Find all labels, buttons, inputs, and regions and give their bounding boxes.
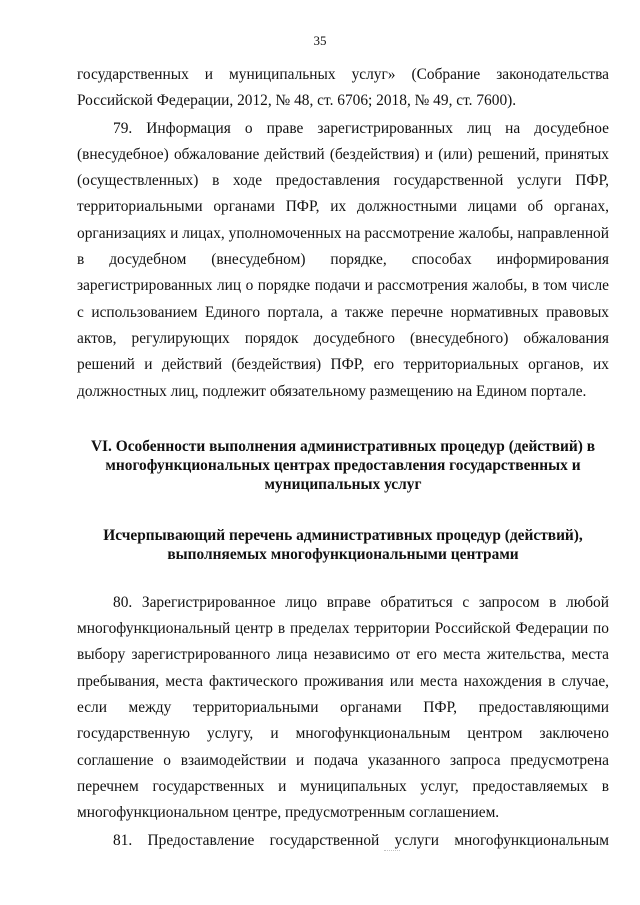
paragraph-continuation: государственных и муниципальных услуг» (Собрание законодательства Российской Федерации, 2012, № 48, ст. 6706; 2018, № 49, ст. 7600).	[77, 66, 609, 110]
subsection-heading: Исчерпывающий перечень административных процедур (действий), выполняемых многофункциональными центрами	[103, 526, 583, 563]
page-number: 35	[313, 33, 327, 48]
paragraph-80: 80. Зарегистрированное лицо вправе обратиться с запросом в любой многофункциональный центр в пределах территории Российской Федерации по выбору зарегистрированного лица независимо от его места жительства, места пребывания, места фактического проживания или места нахождения в случае, если между территориальными органами ПФР, предоставляющими государственную услугу, и многофункциональным центром заключено соглашение о взаимодействии и подача указанного запроса предусмотрена перечнем государственных и муниципальных услуг, предоставляемых в многофункциональном центре, предусмотренным соглашением.	[77, 593, 609, 822]
scan-artifact	[384, 840, 400, 851]
section-heading: VI. Особенности выполнения административных процедур (действий) в многофункциональных центрах предоставления государственных и муниципальных услуг	[90, 437, 596, 493]
paragraph-79: 79. Информация о праве зарегистрированных лиц на досудебное (внесудебное) обжалование действий (бездействия) и (или) решений, принятых (осуществленных) в ходе предоставления государственной услуги ПФР, территориальными органами ПФР, их должностными лицами об органах, организациях и лицах, уполномоченных на рассмотрение жалобы, направленной в досудебном (внесудебном) порядке, способах информирования зарегистрированных лиц о порядке подачи и рассмотрения жалобы, в том числе с использованием Единого портала, а также перечне нормативных правовых актов, регулирующих порядок досудебного (внесудебного) обжалования решений и действий (бездействия) ПФР, его территориальных органов, их должностных лиц, подлежит обязательному размещению на Едином портале.	[77, 119, 609, 400]
paragraph-81: 81. Предоставление государственной услуги многофункциональным	[113, 831, 609, 849]
document-body	[77, 62, 609, 854]
